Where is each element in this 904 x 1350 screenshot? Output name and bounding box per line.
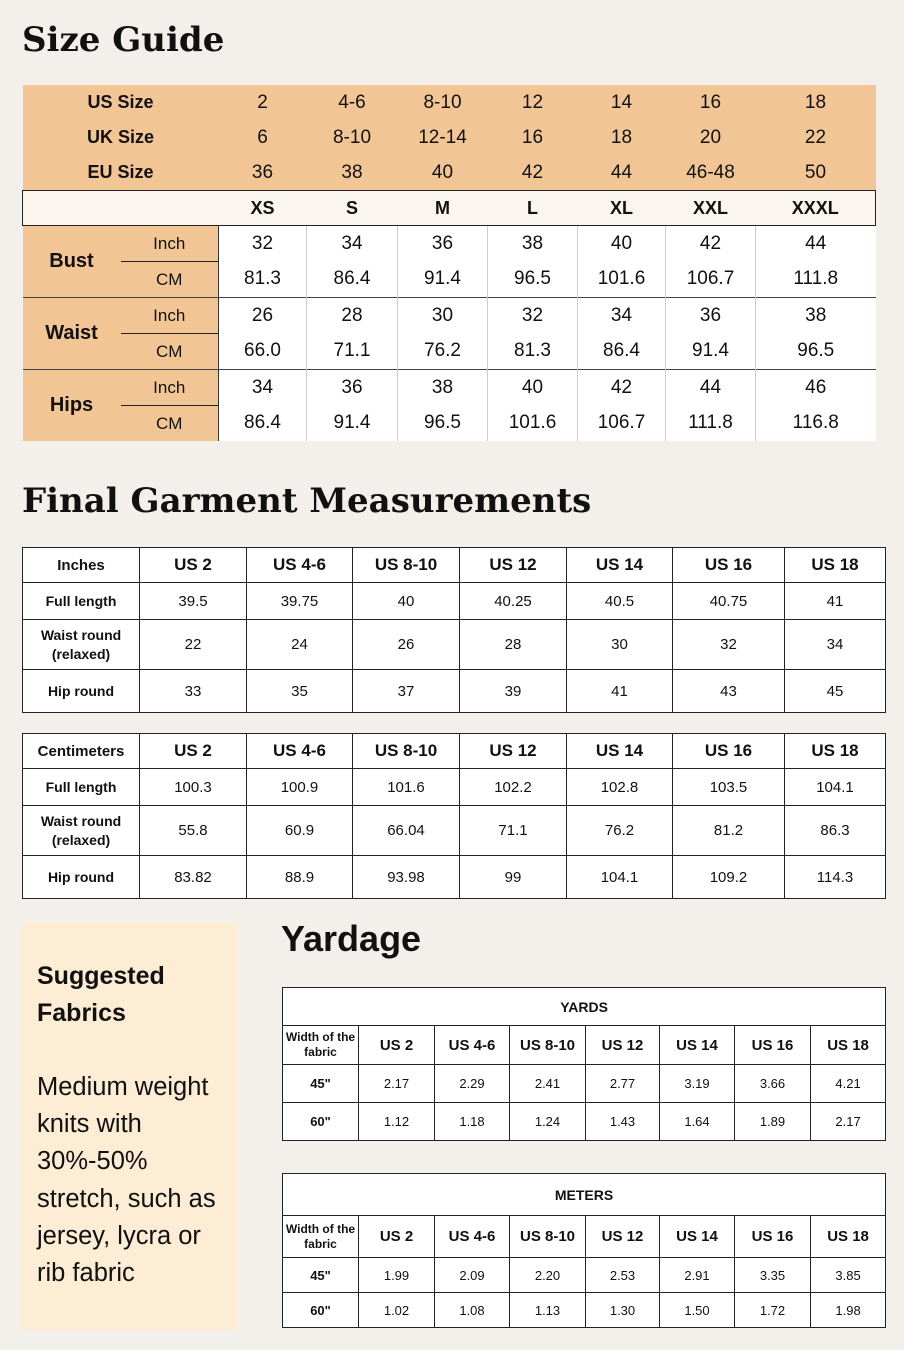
table-cell: 40.25 (460, 583, 567, 620)
letter-size-cell: XXL (666, 191, 756, 226)
table-cell: 40.75 (673, 583, 785, 620)
table-cell: 1.08 (435, 1293, 510, 1328)
eu-size-row (23, 155, 876, 191)
bust-cm-cell: 96.5 (488, 262, 578, 298)
hips-inch-cell: 38 (398, 370, 488, 406)
table-cell: 2.09 (435, 1258, 510, 1293)
table-cell: 2.91 (660, 1258, 735, 1293)
width-label-line1: Width of the (285, 1221, 356, 1236)
centimeters-corner-label: Centimeters (23, 734, 140, 769)
hips-cm-cell: 96.5 (398, 406, 488, 442)
letter-size-cell: XL (578, 191, 666, 226)
hip-round-label: Hip round (23, 856, 140, 899)
bust-inch-cell: 32 (219, 226, 307, 262)
hips-cm-cell: 106.7 (578, 406, 666, 442)
table-cell: 2.41 (510, 1065, 586, 1103)
hips-inch-cell: 46 (756, 370, 876, 406)
us-size-cell: 4-6 (307, 85, 398, 120)
waist-inch-cell: 34 (578, 298, 666, 334)
table-cell: 102.2 (460, 769, 567, 806)
waist-round-label-line1: Waist round (40, 812, 122, 829)
us-size-row (23, 85, 876, 120)
waist-cm-cell: 86.4 (578, 334, 666, 370)
yards-heading: YARDS (283, 988, 886, 1026)
size-header: US 8-10 (510, 1216, 586, 1258)
table-cell: 35 (247, 670, 353, 713)
table-cell: 34 (785, 620, 886, 670)
unit-cm-label: CM (121, 334, 219, 370)
table-cell: 71.1 (460, 806, 567, 856)
uk-size-cell: 6 (219, 120, 307, 155)
table-cell: 33 (140, 670, 247, 713)
size-header: US 16 (673, 734, 785, 769)
table-cell: 81.2 (673, 806, 785, 856)
bust-cm-row (23, 262, 876, 298)
size-header: US 4-6 (247, 734, 353, 769)
waist-cm-cell: 76.2 (398, 334, 488, 370)
table-cell: 1.64 (660, 1103, 735, 1141)
letter-size-cell: M (398, 191, 488, 226)
meters-size-row (283, 1216, 886, 1258)
size-header: US 14 (567, 734, 673, 769)
size-header: US 16 (735, 1026, 811, 1065)
table-cell: 26 (353, 620, 460, 670)
table-cell: 3.85 (811, 1258, 886, 1293)
table-cell: 76.2 (567, 806, 673, 856)
suggested-fabrics-text: Medium weight knits with 30%-50% stretch, such as jersey, lycra or rib fabric (37, 1073, 216, 1288)
width-label-line1: Width of the (285, 1030, 356, 1044)
uk-size-cell: 22 (756, 120, 876, 155)
table-cell: 102.8 (567, 769, 673, 806)
size-header: US 2 (359, 1216, 435, 1258)
table-cell: 2.77 (586, 1065, 660, 1103)
table-cell: 32 (673, 620, 785, 670)
table-cell: 99 (460, 856, 567, 899)
waist-inch-cell: 36 (666, 298, 756, 334)
fabric-width-label: 60" (283, 1103, 359, 1141)
meters-60-row (283, 1293, 886, 1328)
full-length-label: Full length (23, 769, 140, 806)
unit-inch-label: Inch (121, 298, 219, 334)
garment-cm-header (23, 734, 886, 769)
fabric-width-label: 45" (283, 1065, 359, 1103)
size-header: US 4-6 (247, 548, 353, 583)
eu-size-cell: 42 (488, 155, 578, 191)
us-size-label: US Size (23, 85, 219, 120)
full-length-label: Full length (23, 583, 140, 620)
yards-table (282, 987, 886, 1141)
bust-inch-cell: 36 (398, 226, 488, 262)
table-cell: 43 (673, 670, 785, 713)
table-cell: 3.66 (735, 1065, 811, 1103)
bust-inch-cell: 34 (307, 226, 398, 262)
table-cell: 28 (460, 620, 567, 670)
table-cell: 1.72 (735, 1293, 811, 1328)
letter-size-row (23, 191, 876, 226)
hip-round-row (23, 670, 886, 713)
table-cell: 37 (353, 670, 460, 713)
size-header: US 12 (586, 1216, 660, 1258)
hips-cm-row (23, 406, 876, 442)
full-length-row (23, 769, 886, 806)
table-cell: 93.98 (353, 856, 460, 899)
waist-cm-cell: 96.5 (756, 334, 876, 370)
table-cell: 2.29 (435, 1065, 510, 1103)
waist-inch-cell: 28 (307, 298, 398, 334)
table-cell: 1.12 (359, 1103, 435, 1141)
table-cell: 39.5 (140, 583, 247, 620)
us-size-cell: 18 (756, 85, 876, 120)
table-cell: 41 (785, 583, 886, 620)
bust-label: Bust (23, 226, 121, 298)
size-header: US 16 (673, 548, 785, 583)
uk-size-cell: 8-10 (307, 120, 398, 155)
table-cell: 88.9 (247, 856, 353, 899)
table-cell: 24 (247, 620, 353, 670)
size-header: US 8-10 (353, 734, 460, 769)
letter-size-cell: L (488, 191, 578, 226)
waist-cm-cell: 71.1 (307, 334, 398, 370)
table-cell: 40 (353, 583, 460, 620)
width-label-line2: fabric (304, 1236, 337, 1251)
waist-cm-cell: 66.0 (219, 334, 307, 370)
width-of-fabric-label (283, 1026, 359, 1065)
letter-size-cell: XS (219, 191, 307, 226)
waist-label: Waist (23, 298, 121, 370)
uk-size-cell: 16 (488, 120, 578, 155)
bust-inch-cell: 38 (488, 226, 578, 262)
size-header: US 14 (660, 1026, 735, 1065)
unit-inch-label: Inch (121, 370, 219, 406)
table-cell: 4.21 (811, 1065, 886, 1103)
eu-size-cell: 40 (398, 155, 488, 191)
table-cell: 1.99 (359, 1258, 435, 1293)
unit-inch-label: Inch (121, 226, 219, 262)
us-size-cell: 2 (219, 85, 307, 120)
bust-cm-cell: 111.8 (756, 262, 876, 298)
waist-inch-cell: 30 (398, 298, 488, 334)
uk-size-row (23, 120, 876, 155)
letter-size-spacer (23, 191, 219, 226)
unit-cm-label: CM (121, 406, 219, 442)
hips-cm-cell: 86.4 (219, 406, 307, 442)
table-cell: 114.3 (785, 856, 886, 899)
garment-title: Final Garment Measurements (22, 481, 592, 521)
table-cell: 2.20 (510, 1258, 586, 1293)
table-cell: 1.43 (586, 1103, 660, 1141)
table-cell: 2.17 (811, 1103, 886, 1141)
table-cell: 2.53 (586, 1258, 660, 1293)
hips-inch-cell: 34 (219, 370, 307, 406)
waist-inch-row (23, 298, 876, 334)
table-cell: 1.13 (510, 1293, 586, 1328)
eu-size-cell: 36 (219, 155, 307, 191)
hips-label: Hips (23, 370, 121, 442)
fabric-width-label: 45" (283, 1258, 359, 1293)
bust-inch-cell: 42 (666, 226, 756, 262)
meters-heading-row (283, 1174, 886, 1216)
table-cell: 104.1 (785, 769, 886, 806)
size-header: US 4-6 (435, 1026, 510, 1065)
bust-cm-cell: 106.7 (666, 262, 756, 298)
size-header: US 16 (735, 1216, 811, 1258)
table-cell: 1.18 (435, 1103, 510, 1141)
garment-centimeters-table (22, 733, 886, 899)
width-label-line2: fabric (304, 1045, 337, 1059)
table-cell: 103.5 (673, 769, 785, 806)
uk-size-cell: 20 (666, 120, 756, 155)
table-cell: 1.50 (660, 1293, 735, 1328)
suggested-fabrics-panel (22, 922, 238, 1330)
waist-round-label-line2: (relaxed) (51, 831, 111, 848)
waist-round-row (23, 806, 886, 856)
table-cell: 55.8 (140, 806, 247, 856)
suggested-fabrics-title: Suggested Fabrics (37, 962, 165, 1027)
unit-cm-label: CM (121, 262, 219, 298)
eu-size-cell: 46-48 (666, 155, 756, 191)
table-cell: 83.82 (140, 856, 247, 899)
table-cell: 100.9 (247, 769, 353, 806)
waist-inch-cell: 32 (488, 298, 578, 334)
bust-inch-cell: 40 (578, 226, 666, 262)
hip-round-row (23, 856, 886, 899)
hip-round-label: Hip round (23, 670, 140, 713)
table-cell: 101.6 (353, 769, 460, 806)
us-size-cell: 8-10 (398, 85, 488, 120)
bust-cm-cell: 101.6 (578, 262, 666, 298)
uk-size-cell: 12-14 (398, 120, 488, 155)
table-cell: 1.24 (510, 1103, 586, 1141)
table-cell: 1.98 (811, 1293, 886, 1328)
size-header: US 14 (567, 548, 673, 583)
yards-45-row (283, 1065, 886, 1103)
inches-corner-label: Inches (23, 548, 140, 583)
size-header: US 12 (460, 734, 567, 769)
yards-60-row (283, 1103, 886, 1141)
waist-round-label (23, 806, 140, 856)
table-cell: 30 (567, 620, 673, 670)
size-header: US 18 (785, 734, 886, 769)
waist-round-row (23, 620, 886, 670)
size-header: US 18 (811, 1026, 886, 1065)
hips-cm-cell: 101.6 (488, 406, 578, 442)
size-header: US 18 (785, 548, 886, 583)
garment-inches-table (22, 547, 886, 713)
eu-size-cell: 50 (756, 155, 876, 191)
eu-size-cell: 44 (578, 155, 666, 191)
table-cell: 39 (460, 670, 567, 713)
hips-inch-cell: 44 (666, 370, 756, 406)
width-of-fabric-label (283, 1216, 359, 1258)
hips-inch-cell: 40 (488, 370, 578, 406)
size-header: US 2 (140, 548, 247, 583)
bust-cm-cell: 91.4 (398, 262, 488, 298)
table-cell: 40.5 (567, 583, 673, 620)
table-cell: 3.35 (735, 1258, 811, 1293)
table-cell: 3.19 (660, 1065, 735, 1103)
us-size-cell: 12 (488, 85, 578, 120)
table-cell: 1.02 (359, 1293, 435, 1328)
letter-size-cell: S (307, 191, 398, 226)
bust-inch-cell: 44 (756, 226, 876, 262)
waist-round-label-line1: Waist round (40, 626, 122, 643)
table-cell: 109.2 (673, 856, 785, 899)
waist-cm-cell: 81.3 (488, 334, 578, 370)
garment-inches-header (23, 548, 886, 583)
us-size-cell: 16 (666, 85, 756, 120)
hips-cm-cell: 111.8 (666, 406, 756, 442)
table-cell: 45 (785, 670, 886, 713)
full-length-row (23, 583, 886, 620)
meters-heading: METERS (283, 1174, 886, 1216)
size-header: US 4-6 (435, 1216, 510, 1258)
meters-table (282, 1173, 886, 1328)
fabric-width-label: 60" (283, 1293, 359, 1328)
table-cell: 60.9 (247, 806, 353, 856)
eu-size-cell: 38 (307, 155, 398, 191)
size-header: US 2 (359, 1026, 435, 1065)
yards-size-row (283, 1026, 886, 1065)
table-cell: 2.17 (359, 1065, 435, 1103)
hips-cm-cell: 91.4 (307, 406, 398, 442)
size-header: US 8-10 (510, 1026, 586, 1065)
size-header: US 8-10 (353, 548, 460, 583)
table-cell: 39.75 (247, 583, 353, 620)
hips-inch-cell: 42 (578, 370, 666, 406)
size-header: US 14 (660, 1216, 735, 1258)
table-cell: 41 (567, 670, 673, 713)
hips-inch-cell: 36 (307, 370, 398, 406)
size-header: US 18 (811, 1216, 886, 1258)
table-cell: 22 (140, 620, 247, 670)
waist-round-label-line2: (relaxed) (51, 645, 111, 662)
bust-cm-cell: 86.4 (307, 262, 398, 298)
waist-cm-cell: 91.4 (666, 334, 756, 370)
waist-inch-cell: 38 (756, 298, 876, 334)
us-size-cell: 14 (578, 85, 666, 120)
size-header: US 2 (140, 734, 247, 769)
waist-inch-cell: 26 (219, 298, 307, 334)
size-header: US 12 (586, 1026, 660, 1065)
table-cell: 66.04 (353, 806, 460, 856)
waist-round-label (23, 620, 140, 670)
waist-cm-row (23, 334, 876, 370)
meters-45-row (283, 1258, 886, 1293)
letter-size-cell: XXXL (756, 191, 876, 226)
table-cell: 86.3 (785, 806, 886, 856)
hips-cm-cell: 116.8 (756, 406, 876, 442)
yardage-title: Yardage (281, 918, 422, 959)
size-header: US 12 (460, 548, 567, 583)
bust-cm-cell: 81.3 (219, 262, 307, 298)
table-cell: 104.1 (567, 856, 673, 899)
yards-heading-row (283, 988, 886, 1026)
table-cell: 1.30 (586, 1293, 660, 1328)
size-guide-title: Size Guide (22, 20, 225, 60)
size-guide-table (22, 85, 876, 441)
hips-inch-row (23, 370, 876, 406)
table-cell: 100.3 (140, 769, 247, 806)
uk-size-cell: 18 (578, 120, 666, 155)
bust-inch-row (23, 226, 876, 262)
table-cell: 1.89 (735, 1103, 811, 1141)
eu-size-label: EU Size (23, 155, 219, 191)
uk-size-label: UK Size (23, 120, 219, 155)
